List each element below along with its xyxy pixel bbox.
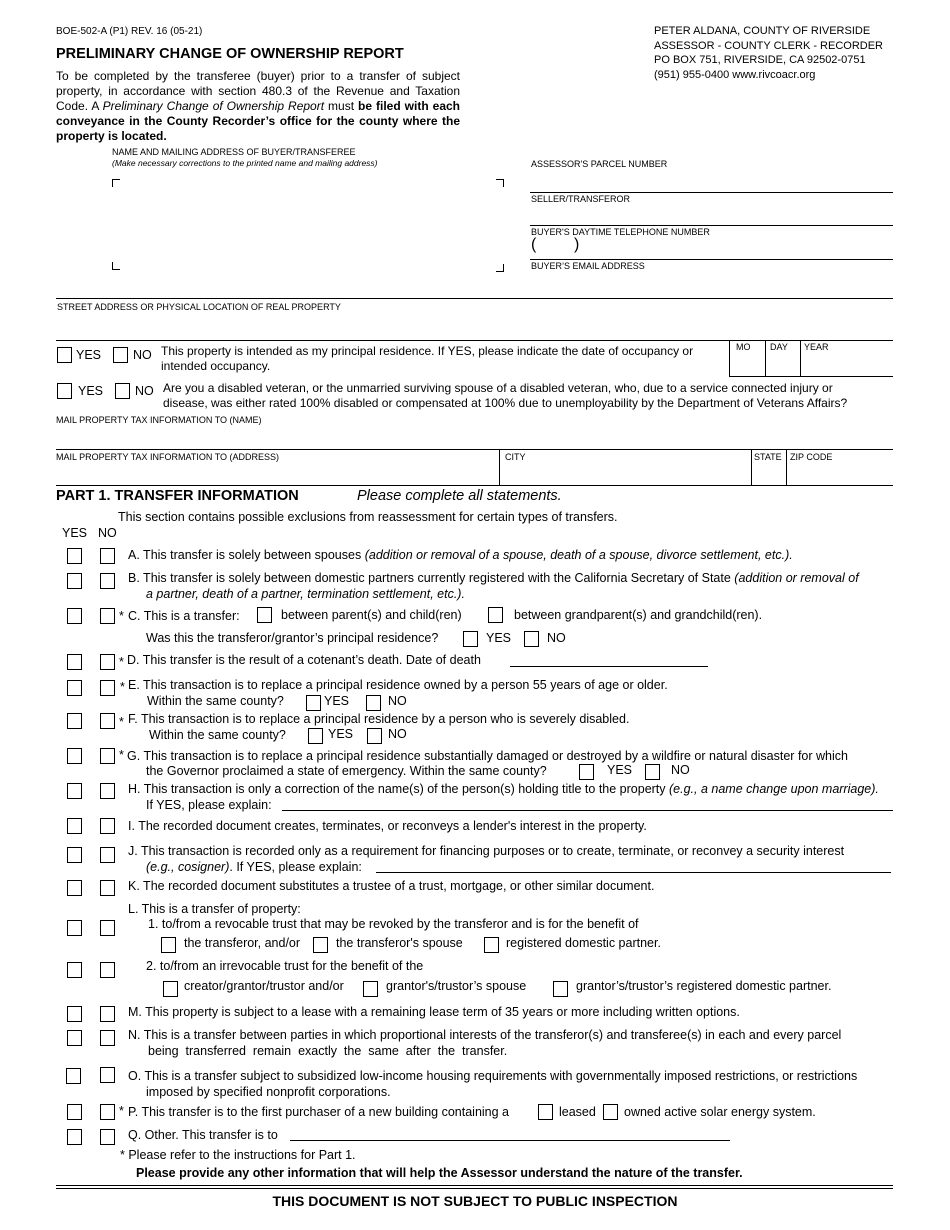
part1-footnote: * Please refer to the instructions for Part 1. (120, 1148, 356, 1162)
principal-residence-yes-checkbox[interactable] (57, 347, 72, 363)
state-divider (751, 449, 752, 485)
e-yes-checkbox[interactable] (67, 680, 82, 696)
date-box-divider-1 (765, 340, 766, 376)
intro-text-italic: Preliminary Change of Ownership Report (102, 99, 325, 113)
f-same-county-yes-label: YES (328, 727, 354, 741)
footer-rule-bottom (56, 1188, 893, 1189)
item-l1-text: 1. to/from a revocable trust that may be revoked by the transferor and is for the benefit of (148, 917, 639, 931)
f-same-county-yes-checkbox[interactable] (308, 728, 323, 744)
o-yes-checkbox[interactable] (66, 1068, 81, 1084)
e-question: Within the same county? (147, 694, 284, 708)
mail-address-line[interactable] (56, 485, 893, 486)
a-no-checkbox[interactable] (100, 548, 115, 564)
intro-text-2: must (324, 99, 359, 113)
i-yes-checkbox[interactable] (67, 818, 82, 834)
item-d-text: D. This transfer is the result of a cotenant’s death. Date of death (127, 653, 481, 667)
p-yes-checkbox[interactable] (67, 1104, 82, 1120)
item-b-italic-2: a partner, death of a partner, termination settlement, etc.). (146, 587, 465, 601)
item-l2-text: 2. to/from an irrevocable trust for the benefit of the (146, 959, 424, 973)
county-line-4: (951) 955-0400 www.rivcoacr.org (654, 68, 816, 81)
c-star: * (119, 609, 124, 623)
item-o-text-2: imposed by specified nonprofit corporations. (146, 1085, 391, 1099)
c-question: Was this the transferor/grantor’s principal residence? (146, 631, 439, 645)
l1-no-checkbox[interactable] (100, 920, 115, 936)
col-yes-header: YES (62, 526, 88, 540)
address-window-corner-tr (496, 179, 504, 187)
g-same-county-no-checkbox[interactable] (645, 764, 660, 780)
item-b-italic-1: (addition or removal of (734, 571, 859, 585)
e-star: * (120, 680, 125, 694)
g-same-county-yes-label: YES (607, 763, 633, 777)
item-h-text-2: If YES, please explain: (146, 798, 272, 812)
principal-residence-no-label: NO (133, 348, 152, 362)
county-line-3: PO BOX 751, RIVERSIDE, CA 92502-0751 (654, 54, 866, 66)
item-h-text: H. This transaction is only a correction of the name(s) of the person(s) holding title to the property (128, 782, 670, 796)
principal-residence-yes-label: YES (76, 348, 102, 362)
county-line-1: PETER ALDANA, COUNTY OF RIVERSIDE (654, 25, 871, 37)
item-a (128, 547, 793, 563)
address-window-corner-br (496, 264, 504, 272)
item-p-text: P. This transfer is to the first purchaser of a new building containing a (128, 1105, 509, 1119)
zip-divider (786, 449, 787, 485)
l2-creator-label: creator/grantor/trustor and/or (184, 979, 344, 993)
d-star: * (119, 655, 124, 669)
f-star: * (119, 715, 124, 729)
c-parent-child-checkbox[interactable] (257, 607, 272, 623)
a-yes-checkbox[interactable] (67, 548, 82, 564)
apn-line[interactable] (530, 192, 893, 193)
l1-partner-label: registered domestic partner. (506, 936, 661, 950)
p-owned-checkbox[interactable] (603, 1104, 618, 1120)
q-no-checkbox[interactable] (100, 1129, 115, 1145)
item-n-text: N. This is a transfer between parties in which proportional interests of the transferor(s) and transferee(s) in each and every parcel (128, 1028, 842, 1042)
p-leased-checkbox[interactable] (538, 1104, 553, 1120)
apn-label: ASSESSOR'S PARCEL NUMBER (531, 159, 668, 169)
month-label: MO (736, 342, 751, 352)
h-no-checkbox[interactable] (100, 783, 115, 799)
item-g-text: G. This transaction is to replace a principal residence substantially damaged or destroyed by a wildfire or natural disaster for which (127, 749, 848, 763)
k-no-checkbox[interactable] (100, 880, 115, 896)
mail-name-line[interactable] (56, 449, 893, 450)
n-no-checkbox[interactable] (100, 1030, 115, 1046)
o-no-checkbox[interactable] (100, 1067, 115, 1083)
part1-provide-info: Please provide any other information that will help the Assessor understand the nature of the transfer. (136, 1166, 743, 1180)
q-yes-checkbox[interactable] (67, 1129, 82, 1145)
d-date-of-death-line[interactable] (510, 666, 708, 667)
state-label: STATE (754, 452, 782, 462)
phone-label: BUYER'S DAYTIME TELEPHONE NUMBER (531, 227, 710, 237)
m-yes-checkbox[interactable] (67, 1006, 82, 1022)
f-yes-checkbox[interactable] (67, 713, 82, 729)
g-no-checkbox[interactable] (100, 748, 115, 764)
county-line-2: ASSESSOR - COUNTY CLERK - RECORDER (654, 39, 884, 52)
h-yes-checkbox[interactable] (67, 783, 82, 799)
seller-line[interactable] (530, 225, 893, 226)
item-m-text: M. This property is subject to a lease with a remaining lease term of 35 years or more including written options. (128, 1005, 740, 1019)
l1-yes-checkbox[interactable] (67, 920, 82, 936)
item-c-text: C. This is a transfer: (128, 609, 240, 623)
p-star: * (119, 1104, 124, 1118)
item-j-text-2: . If YES, please explain: (229, 860, 362, 874)
c-parent-child-label: between parent(s) and child(ren) (281, 608, 462, 622)
item-a-text: A. This transfer is solely between spouses (128, 548, 365, 562)
item-f-text: F. This transaction is to replace a principal residence by a person who is severely disabled. (128, 712, 630, 726)
l1-spouse-checkbox[interactable] (313, 937, 328, 953)
footer-rule-top (56, 1185, 893, 1186)
street-label: STREET ADDRESS OR PHYSICAL LOCATION OF REAL PROPERTY (57, 302, 341, 312)
b-yes-checkbox[interactable] (67, 573, 82, 589)
d-no-checkbox[interactable] (100, 654, 115, 670)
l2-spouse-label: grantor's/trustor’s spouse (386, 979, 527, 993)
l2-partner-label: grantor’s/trustor’s registered domestic partner. (576, 979, 832, 993)
j-explain-line[interactable] (376, 872, 891, 873)
city-divider (499, 449, 500, 485)
phone-paren-close: ) (574, 236, 580, 253)
f-same-county-no-label: NO (388, 727, 407, 741)
item-n-text-2: being transferred remain exactly the same after the transfer. (148, 1044, 508, 1058)
item-b (128, 570, 859, 586)
m-no-checkbox[interactable] (100, 1006, 115, 1022)
principal-residence-text: This property is intended as my principal residence. If YES, please indicate the date of occupancy or intended occupancy. (161, 344, 694, 373)
footer-notice: THIS DOCUMENT IS NOT SUBJECT TO PUBLIC INSPECTION (272, 1193, 678, 1209)
c-residence-no-checkbox[interactable] (524, 631, 539, 647)
county-address-block (654, 24, 883, 82)
item-h-italic: (e.g., a name change upon marriage). (669, 782, 879, 796)
address-window-corner-bl (112, 262, 120, 270)
item-j-text: J. This transaction is recorded only as a requirement for financing purposes or to create, terminate, or reconvey a security interest (128, 844, 845, 858)
c-no-checkbox[interactable] (100, 608, 115, 624)
l2-creator-checkbox[interactable] (163, 981, 178, 997)
item-e-text: E. This transaction is to replace a principal residence owned by a person 55 years of age or older. (128, 678, 668, 692)
seller-label: SELLER/TRANSFEROR (531, 194, 631, 204)
principal-residence-no-checkbox[interactable] (113, 347, 128, 363)
veteran-yes-checkbox[interactable] (57, 383, 72, 399)
g-same-county-no-label: NO (671, 763, 690, 777)
b-no-checkbox[interactable] (100, 573, 115, 589)
mail-address-label: MAIL PROPERTY TAX INFORMATION TO (ADDRESS) (56, 452, 280, 462)
item-j-2 (146, 859, 362, 875)
veteran-yes-label: YES (78, 384, 104, 398)
intro-paragraph (56, 69, 460, 144)
date-box-bottom (729, 376, 893, 377)
l2-partner-checkbox[interactable] (553, 981, 568, 997)
l1-spouse-label: the transferor's spouse (336, 936, 463, 950)
c-residence-yes-checkbox[interactable] (463, 631, 478, 647)
intro-text-bold: be filed with each conveyance in the County Recorder’s office for the county where the property is located. (56, 99, 461, 143)
j-no-checkbox[interactable] (100, 847, 115, 863)
item-i-text: I. The recorded document creates, terminates, or reconveys a lender's interest in the property. (128, 819, 647, 833)
q-other-line[interactable] (290, 1140, 730, 1141)
address-window-corner-tl (112, 179, 120, 187)
f-same-county-no-checkbox[interactable] (367, 728, 382, 744)
part1-subheading: Please complete all statements. (357, 488, 562, 504)
form-title: PRELIMINARY CHANGE OF OWNERSHIP REPORT (56, 46, 404, 62)
veteran-no-label: NO (135, 384, 154, 398)
phone-line[interactable] (530, 259, 893, 260)
city-label: CITY (505, 452, 526, 462)
item-l-text: L. This is a transfer of property: (128, 902, 301, 916)
e-same-county-yes-checkbox[interactable] (306, 695, 321, 711)
item-b-text: B. This transfer is solely between domestic partners currently registered with the California Secretary of State (128, 571, 735, 585)
g-yes-checkbox[interactable] (67, 748, 82, 764)
c-residence-no-label: NO (547, 631, 566, 645)
e-no-checkbox[interactable] (100, 680, 115, 696)
item-q-text: Q. Other. This transfer is to (128, 1128, 278, 1142)
l2-no-checkbox[interactable] (100, 962, 115, 978)
h-explain-line[interactable] (282, 810, 893, 811)
l1-transferor-checkbox[interactable] (161, 937, 176, 953)
buyer-name-label: NAME AND MAILING ADDRESS OF BUYER/TRANSFEREE (112, 147, 356, 157)
year-label: YEAR (804, 342, 829, 352)
p-no-checkbox[interactable] (100, 1104, 115, 1120)
veteran-text: Are you a disabled veteran, or the unmarried surviving spouse of a disabled veteran, who, due to a service connected injury or disease, was either rated 100% disabled or compensated at 100% due to unemployability by the Department of Veterans Affairs? (163, 381, 848, 410)
item-k-text: K. The recorded document substitutes a trustee of a trust, mortgage, or other similar document. (128, 879, 655, 893)
item-g-text-2: the Governor proclaimed a state of emergency. Within the same county? (146, 764, 547, 778)
part1-heading: PART 1. TRANSFER INFORMATION (56, 488, 299, 504)
zip-label: ZIP CODE (790, 452, 833, 462)
c-grandparent-checkbox[interactable] (488, 607, 503, 623)
veteran-no-checkbox[interactable] (115, 383, 130, 399)
n-yes-checkbox[interactable] (67, 1030, 82, 1046)
l1-transferor-label: the transferor, and/or (184, 936, 301, 950)
l2-spouse-checkbox[interactable] (363, 981, 378, 997)
col-no-header: NO (98, 526, 117, 540)
f-no-checkbox[interactable] (100, 713, 115, 729)
phone-paren-open: ( (531, 236, 537, 253)
f-question: Within the same county? (149, 728, 286, 742)
c-grandparent-label: between grandparent(s) and grandchild(ren). (514, 608, 763, 622)
p-owned-label: owned active solar energy system. (624, 1105, 816, 1119)
email-label: BUYER’S EMAIL ADDRESS (531, 261, 645, 271)
k-yes-checkbox[interactable] (67, 880, 82, 896)
item-h (128, 781, 879, 797)
e-same-county-yes-label: YES (324, 694, 350, 708)
buyer-name-note: (Make necessary corrections to the printed name and mailing address) (112, 158, 378, 168)
e-same-county-no-label: NO (388, 694, 407, 708)
item-j-italic: (e.g., cosigner) (146, 860, 230, 874)
form-id: BOE-502-A (P1) REV. 16 (05-21) (56, 26, 203, 37)
p-leased-label: leased (559, 1105, 596, 1119)
g-star: * (119, 748, 124, 762)
date-box-divider-2 (800, 340, 801, 376)
day-label: DAY (770, 342, 788, 352)
c-yes-checkbox[interactable] (67, 608, 82, 624)
l1-partner-checkbox[interactable] (484, 937, 499, 953)
street-line[interactable] (56, 340, 893, 341)
i-no-checkbox[interactable] (100, 818, 115, 834)
email-line[interactable] (56, 298, 893, 299)
e-same-county-no-checkbox[interactable] (366, 695, 381, 711)
part1-description: This section contains possible exclusions from reassessment for certain types of transfers. (118, 510, 618, 524)
c-residence-yes-label: YES (486, 631, 512, 645)
j-yes-checkbox[interactable] (67, 847, 82, 863)
intro-text-1: To be completed by the transferee (buyer) prior to a transfer of subject property, in accordance with section 480.3 of the Revenue and Taxation Code. A (56, 69, 460, 113)
date-box-left (729, 340, 730, 376)
d-yes-checkbox[interactable] (67, 654, 82, 670)
g-same-county-yes-checkbox[interactable] (579, 764, 594, 780)
item-o-text: O. This is a transfer subject to subsidized low-income housing requirements with governmentally imposed restrictions, or restrictions (128, 1069, 858, 1083)
item-a-italic: (addition or removal of a spouse, death of a spouse, divorce settlement, etc.). (364, 548, 793, 562)
mail-name-label: MAIL PROPERTY TAX INFORMATION TO (NAME) (56, 415, 262, 425)
l2-yes-checkbox[interactable] (67, 962, 82, 978)
